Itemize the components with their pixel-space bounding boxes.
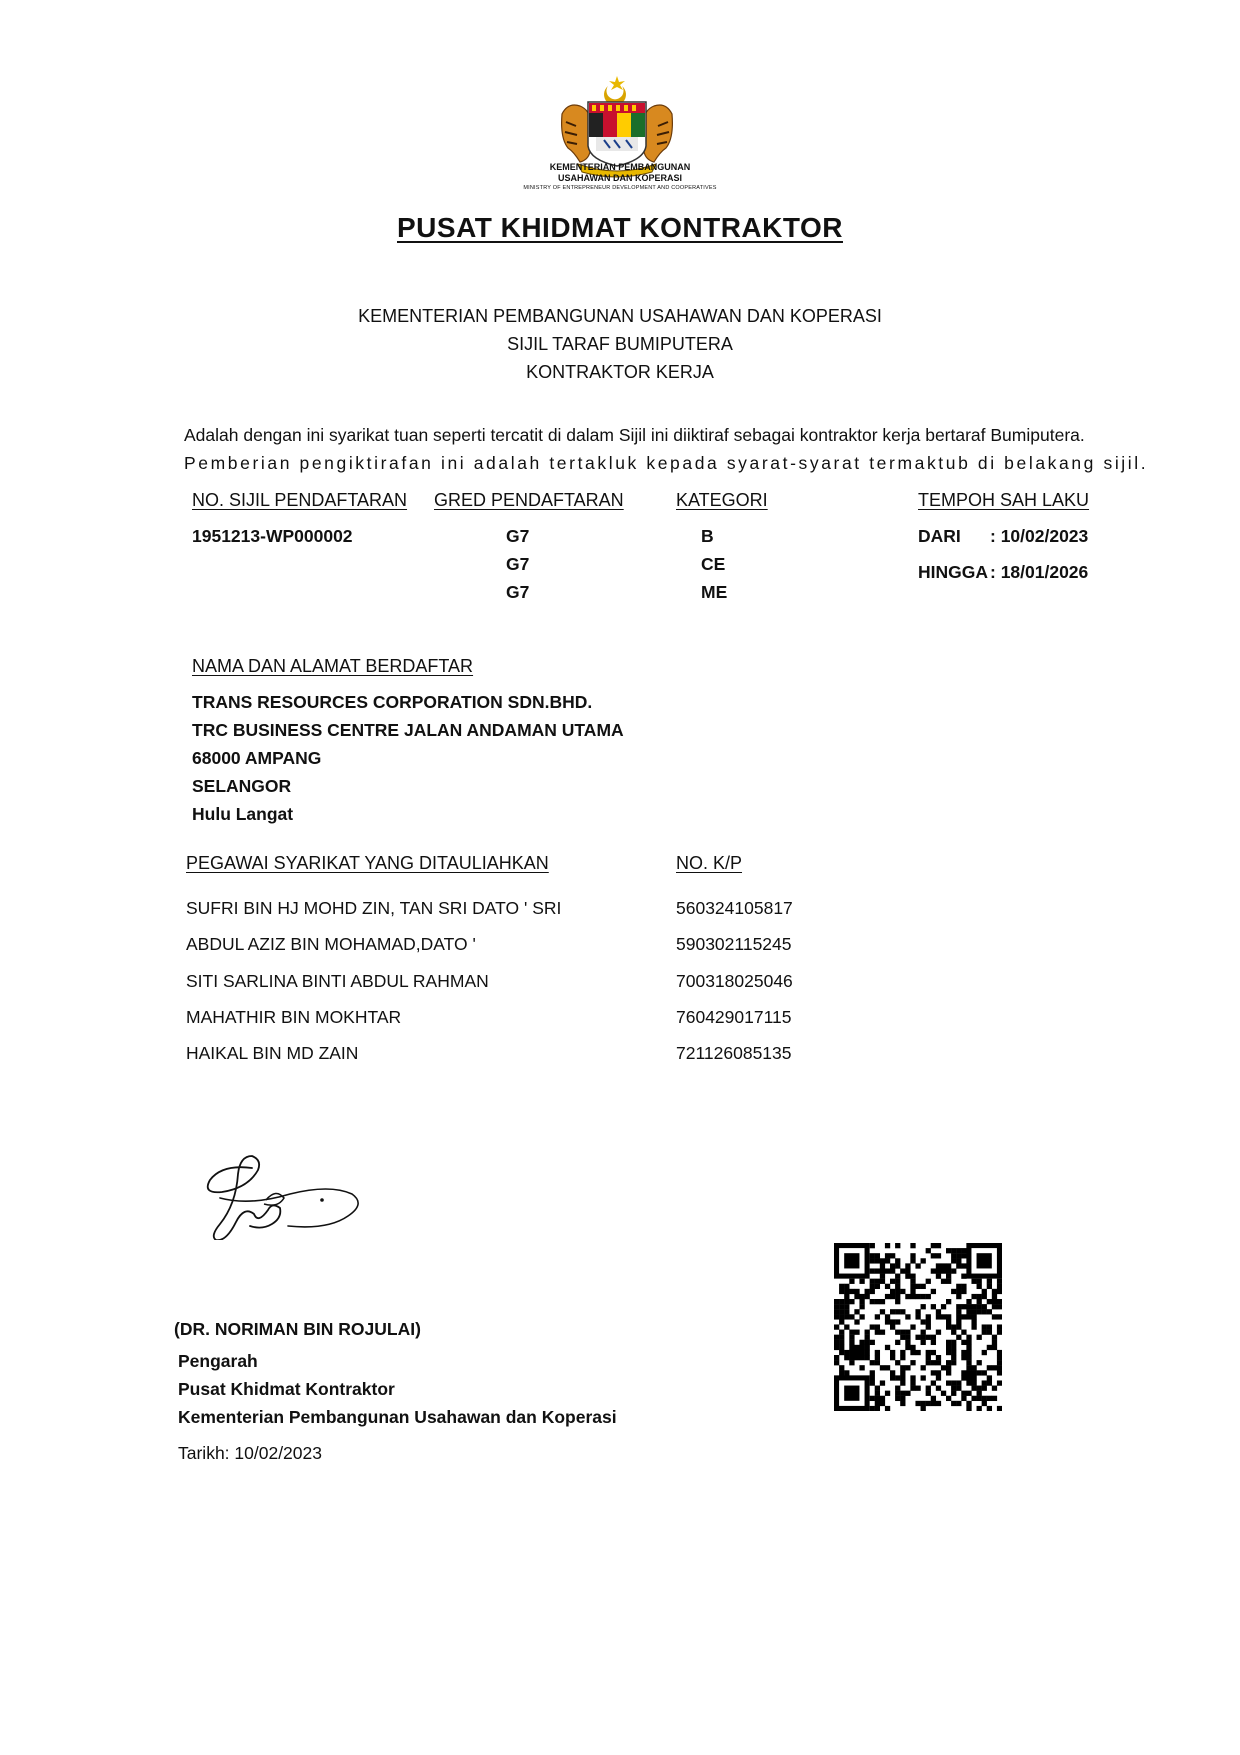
header-kategori: KATEGORI (676, 490, 768, 510)
grade-value: G7 (506, 526, 530, 546)
ministry-logo-line2: USAHAWAN DAN KOPERASI (557, 173, 682, 183)
header-no-sijil: NO. SIJIL PENDAFTARAN (192, 490, 408, 510)
signatory-department: Pusat Khidmat Kontraktor (178, 1379, 395, 1399)
address-line: SELANGOR (192, 776, 292, 796)
validity-from-label: DARI (918, 526, 961, 546)
officer-name: MAHATHIR BIN MOKHTAR (186, 1007, 402, 1027)
qr-code-icon (834, 1243, 1002, 1411)
issue-date: Tarikh: 10/02/2023 (178, 1443, 322, 1463)
officer-id: 590302115245 (676, 934, 792, 954)
header-officer-id: NO. K/P (676, 853, 743, 873)
intro-line-2: Pemberian pengiktirafan ini adalah tertakluk kepada syarat-syarat termaktub di belakang sijil. (184, 453, 1149, 473)
address-line: TRC BUSINESS CENTRE JALAN ANDAMAN UTAMA (192, 720, 624, 740)
header-officers: PEGAWAI SYARIKAT YANG DITAULIAHKAN (186, 853, 549, 873)
signature-icon (200, 1148, 370, 1240)
validity-from-value: : 10/02/2023 (990, 526, 1089, 546)
officer-id: 760429017115 (676, 1007, 792, 1027)
signatory-name: (DR. NORIMAN BIN ROJULAI) (174, 1319, 421, 1339)
validity-to-label: HINGGA (918, 562, 988, 582)
ministry-logo-text (520, 162, 720, 192)
page-title: PUSAT KHIDMAT KONTRAKTOR (397, 212, 843, 243)
heading-certificate: SIJIL TARAF BUMIPUTERA (507, 334, 733, 354)
validity-to-value: : 18/01/2026 (990, 562, 1089, 582)
ministry-logo-english: MINISTRY OF ENTREPRENEUR DEVELOPMENT AND COOPERATIVES (523, 185, 717, 191)
heading-contractor-type: KONTRAKTOR KERJA (526, 362, 714, 382)
officer-id: 560324105817 (676, 898, 793, 918)
header-address: NAMA DAN ALAMAT BERDAFTAR (192, 656, 474, 676)
address-line: Hulu Langat (192, 804, 294, 824)
registration-number: 1951213-WP000002 (192, 526, 353, 546)
header-tempoh: TEMPOH SAH LAKU (918, 490, 1090, 510)
officer-name: SITI SARLINA BINTI ABDUL RAHMAN (186, 971, 489, 991)
officer-name: HAIKAL BIN MD ZAIN (186, 1043, 359, 1063)
signatory-position: Pengarah (178, 1351, 258, 1371)
grade-value: G7 (506, 582, 530, 602)
category-value: B (701, 526, 714, 546)
category-value: ME (701, 582, 728, 602)
signatory-ministry: Kementerian Pembangunan Usahawan dan Koperasi (178, 1407, 617, 1427)
address-line: 68000 AMPANG (192, 748, 322, 768)
category-value: CE (701, 554, 726, 574)
grade-value: G7 (506, 554, 530, 574)
ministry-logo-line1: KEMENTERIAN PEMBANGUNAN (549, 162, 691, 172)
address-line: TRANS RESOURCES CORPORATION SDN.BHD. (192, 692, 593, 712)
heading-ministry: KEMENTERIAN PEMBANGUNAN USAHAWAN DAN KOPERASI (358, 306, 882, 326)
officer-id: 700318025046 (676, 971, 793, 991)
officer-id: 721126085135 (676, 1043, 792, 1063)
intro-line-1: Adalah dengan ini syarikat tuan seperti tercatit di dalam Sijil ini diiktiraf sebagai kontraktor kerja bertaraf Bumiputera. (184, 425, 1085, 445)
officer-name: ABDUL AZIZ BIN MOHAMAD,DATO ' (186, 934, 476, 954)
officer-name: SUFRI BIN HJ MOHD ZIN, TAN SRI DATO ' SRI (186, 898, 562, 918)
header-gred: GRED PENDAFTARAN (434, 490, 624, 510)
